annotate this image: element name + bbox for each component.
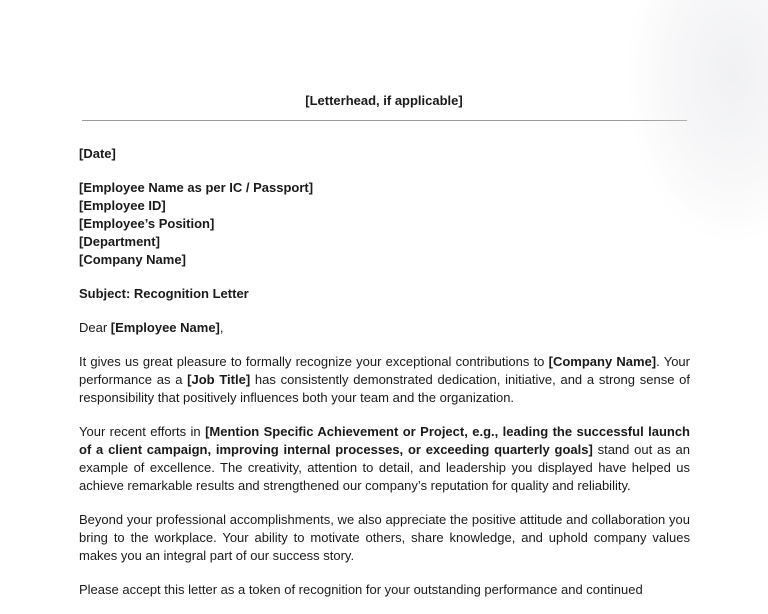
placeholder-text: [Job Title]: [187, 372, 251, 387]
body-text: Beyond your professional accomplishments, we also appreciate the positive attitude and collaboration you bring to the workplace. Your ability to motivate others, share knowledge, and uphold company values makes you an integral part of our success story.: [79, 512, 690, 563]
recipient-block: [79, 179, 690, 269]
recipient-line-employee-id: [Employee ID]: [79, 198, 166, 213]
date-placeholder: [Date]: [79, 146, 116, 161]
paragraph-attitude: [79, 511, 690, 565]
letterhead-placeholder: [Letterhead, if applicable]: [305, 93, 463, 108]
salutation-prefix: Dear: [79, 320, 111, 335]
body-text: It gives us great pleasure to formally recognize your exceptional contributions to: [79, 354, 549, 369]
body-text: has consistently demonstrated dedication, initiative, and a strong sense of responsibility that positively influences both your team and the organization.: [79, 372, 691, 405]
recipient-line-position: [Employee’s Position]: [79, 216, 215, 231]
body-text: Your recent efforts in: [79, 424, 206, 439]
letter-body: [79, 145, 690, 599]
paragraph-achievement: [79, 423, 690, 495]
subject-line: Subject: Recognition Letter: [79, 286, 249, 301]
body-text: . Your performance as a: [79, 354, 690, 387]
letterhead-divider: [82, 120, 687, 121]
placeholder-text: [Company Name]: [548, 354, 657, 369]
body-text: Please accept this letter as a token of recognition for your outstanding performance and continued: [79, 582, 643, 597]
salutation-name-placeholder: [Employee Name]: [110, 320, 220, 335]
recipient-line-name: [Employee Name as per IC / Passport]: [79, 180, 314, 195]
paragraph-intro: [79, 353, 690, 407]
salutation: [79, 319, 690, 337]
paragraph-closing: [79, 581, 690, 599]
salutation-suffix: ,: [219, 320, 224, 335]
body-text: stand out as an example of excellence. The creativity, attention to detail, and leadership you displayed have helped us achieve remarkable results and strengthened our company’s reputation for quality and reliability.: [79, 442, 690, 493]
recipient-line-department: [Department]: [79, 234, 160, 249]
recipient-line-company: [Company Name]: [79, 252, 186, 267]
placeholder-text: [Mention Specific Achievement or Project, e.g., leading the successful launch of a client campaign, improving internal processes, or exceeding quarterly goals]: [79, 424, 690, 457]
